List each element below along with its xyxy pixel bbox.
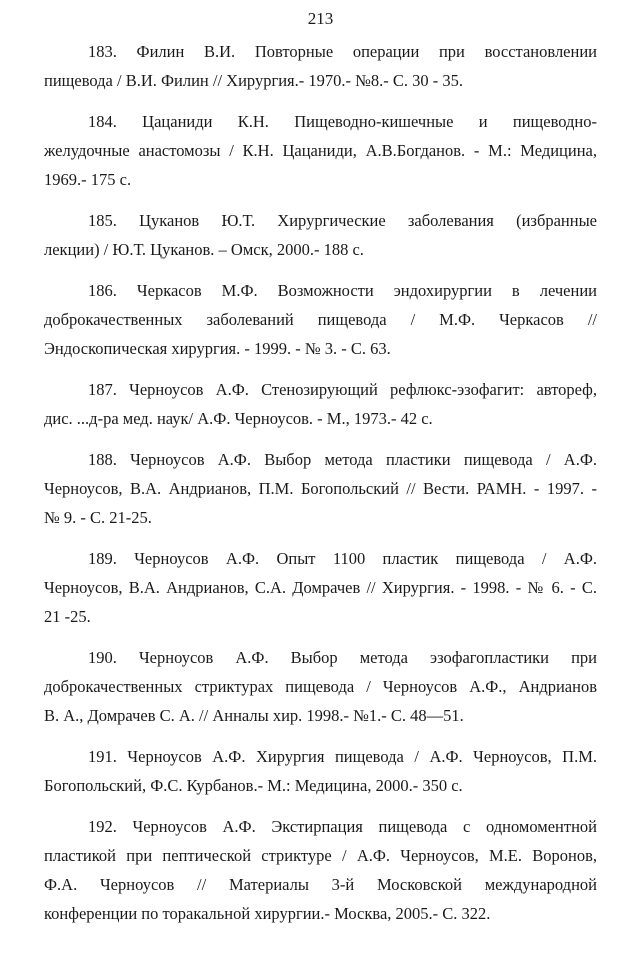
- reference-line: Ф.А. Черноусов // Материалы 3-й Московской международной: [44, 875, 597, 894]
- reference-list: [44, 37, 597, 940]
- reference-line: Черноусов, В.А. Андрианов, С.А. Домрачев // Хирургия. - 1998. - № 6. - С.: [44, 578, 597, 597]
- reference-item-185: [44, 206, 597, 264]
- reference-line: доброкачественных стриктурах пищевода / Черноусов А.Ф., Андрианов: [44, 677, 597, 696]
- reference-line: пластикой при пептической стриктуре / А.Ф. Черноусов, М.Е. Воронов,: [44, 846, 597, 865]
- reference-line: 183. Филин В.И. Повторные операции при восстановлении: [88, 42, 597, 61]
- reference-line: конференции по торакальной хирургии.- Москва, 2005.- С. 322.: [44, 904, 491, 923]
- reference-line: доброкачественных заболеваний пищевода / М.Ф. Черкасов //: [44, 310, 597, 329]
- reference-line: Черноусов, В.А. Андрианов, П.М. Богопольский // Вести. РАМН. - 1997. -: [44, 479, 597, 498]
- reference-item-192: [44, 812, 597, 928]
- reference-item-188: [44, 445, 597, 532]
- reference-line: 184. Цацаниди К.Н. Пищеводно-кишечные и пищеводно-: [88, 112, 597, 131]
- reference-line: пищевода / В.И. Филин // Хирургия.- 1970.- №8.- С. 30 - 35.: [44, 71, 463, 90]
- page-number: 213: [307, 9, 334, 28]
- reference-line: 191. Черноусов А.Ф. Хирургия пищевода / А.Ф. Черноусов, П.М.: [88, 747, 597, 766]
- reference-line: 1969.- 175 с.: [44, 170, 132, 189]
- reference-line: лекции) / Ю.Т. Цуканов. – Омск, 2000.- 188 с.: [44, 240, 364, 259]
- reference-line: 188. Черноусов А.Ф. Выбор метода пластики пищевода / А.Ф.: [88, 450, 597, 469]
- reference-item-189: [44, 544, 597, 631]
- reference-item-183: [44, 37, 597, 95]
- reference-line: дис. ...д-ра мед. наук/ А.Ф. Черноусов. - М., 1973.- 42 с.: [44, 409, 433, 428]
- reference-item-191: [44, 742, 597, 800]
- reference-line: № 9. - С. 21-25.: [44, 508, 152, 527]
- reference-line: 190. Черноусов А.Ф. Выбор метода эзофагопластики при: [88, 648, 597, 667]
- reference-item-190: [44, 643, 597, 730]
- reference-item-184: [44, 107, 597, 194]
- reference-line: В. А., Домрачев С. А. // Анналы хир. 1998.- №1.- С. 48—51.: [44, 706, 464, 725]
- reference-item-187: [44, 375, 597, 433]
- reference-line: 21 -25.: [44, 607, 91, 626]
- reference-line: 189. Черноусов А.Ф. Опыт 1100 пластик пищевода / А.Ф.: [88, 549, 597, 568]
- reference-line: желудочные анастомозы / К.Н. Цацаниди, А.В.Богданов. - М.: Медицина,: [44, 141, 597, 160]
- reference-line: 192. Черноусов А.Ф. Экстирпация пищевода с одномоментной: [88, 817, 597, 836]
- reference-line: Богопольский, Ф.С. Курбанов.- М.: Медицина, 2000.- 350 с.: [44, 776, 463, 795]
- reference-line: Эндоскопическая хирургия. - 1999. - № 3. - С. 63.: [44, 339, 391, 358]
- reference-line: 186. Черкасов М.Ф. Возможности эндохирургии в лечении: [88, 281, 597, 300]
- reference-item-186: [44, 276, 597, 363]
- reference-line: 185. Цуканов Ю.Т. Хирургические заболевания (избранные: [88, 211, 597, 230]
- reference-line: 187. Черноусов А.Ф. Стенозирующий рефлюкс-эзофагит: автореф,: [88, 380, 597, 399]
